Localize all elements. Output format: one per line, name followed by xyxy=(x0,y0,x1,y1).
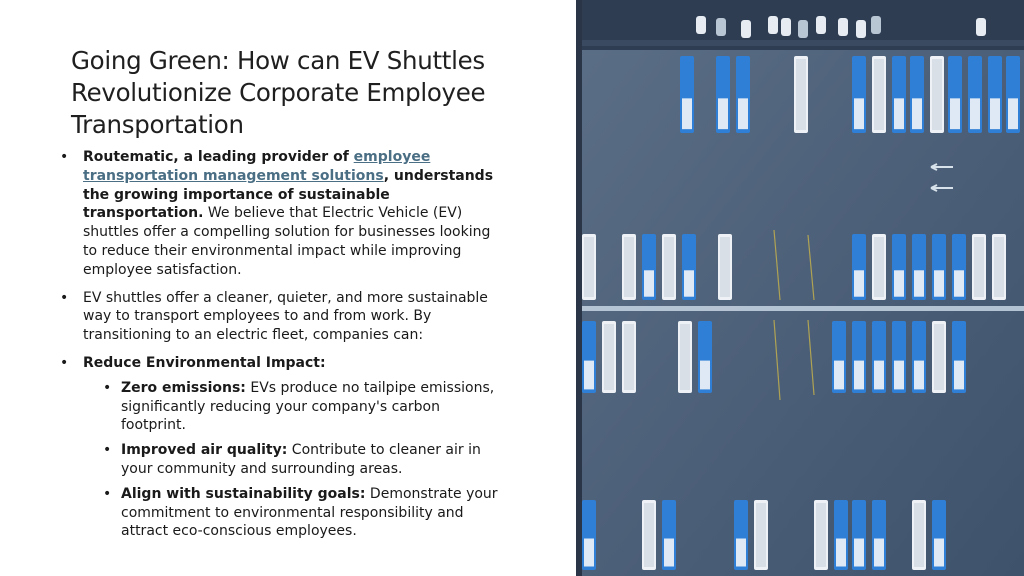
bus-roof xyxy=(990,98,1000,129)
intro-bold-b: , understands the growing importance of sustainable transportation. xyxy=(83,167,494,222)
slide-title: Going Green: How can EV Shuttles Revolutionize Corporate Employee Transportation xyxy=(71,46,486,139)
sub-bullet-label: Align with sustainability goals: xyxy=(121,485,366,502)
bus-roof xyxy=(932,59,942,130)
bus-roof xyxy=(1008,98,1018,129)
bus-roof xyxy=(934,270,944,296)
bus-roof xyxy=(874,539,884,567)
bus-roof xyxy=(584,539,594,567)
sub-bullet-label: Zero emissions: xyxy=(121,379,246,396)
car xyxy=(816,16,826,34)
car xyxy=(976,18,986,36)
slide-body xyxy=(60,148,500,550)
bus-roof xyxy=(624,324,634,390)
sub-bullet-zero-emissions xyxy=(103,379,500,435)
bus-roof xyxy=(736,539,746,567)
bus-roof xyxy=(912,98,922,129)
bus-roof xyxy=(874,361,884,390)
bus-roof xyxy=(854,361,864,390)
bus-roof xyxy=(604,324,614,390)
bus-roof xyxy=(950,98,960,129)
sub-bullet-air-quality xyxy=(103,441,500,479)
bus-roof xyxy=(624,237,634,297)
bus-roof xyxy=(718,98,728,129)
bus-roof xyxy=(894,98,904,129)
bus-roof xyxy=(680,324,690,390)
bus-roof xyxy=(584,361,594,390)
bus-roof xyxy=(914,503,924,567)
bus-roof xyxy=(874,237,884,297)
employee-transport-link[interactable]: employee transportation management solutions xyxy=(83,149,431,184)
bus-roof xyxy=(954,270,964,296)
bus-roof xyxy=(854,270,864,296)
bus-roof xyxy=(756,503,766,567)
bus-roof xyxy=(874,59,884,130)
bus-roof xyxy=(644,503,654,567)
bullet-ev-shuttles: • EV shuttles offer a cleaner, quieter, and more sustainable way to transport employees to and from work. By transitioning to an electric fleet, companies can: xyxy=(60,289,500,345)
bus-roof xyxy=(914,361,924,390)
bus-roof xyxy=(684,270,694,296)
car xyxy=(871,16,881,34)
bus-roof xyxy=(934,539,944,567)
bus-roof xyxy=(738,98,748,129)
sub-bullet-list xyxy=(83,379,500,541)
bus-roof xyxy=(914,270,924,296)
car xyxy=(696,16,706,34)
sub-bullet-text: EVs produce no tailpipe emissions, significantly reducing your company's carbon footprint. xyxy=(121,379,495,434)
intro-bold-a: Routematic, a leading provider of xyxy=(83,149,354,165)
bus-roof xyxy=(854,539,864,567)
bus-roof xyxy=(994,237,1004,297)
car xyxy=(781,18,791,36)
sub-bullet-label: Improved air quality: xyxy=(121,442,288,459)
bus-parking-photo xyxy=(576,0,1024,576)
bus-roof xyxy=(644,270,654,296)
bus-roof xyxy=(854,98,864,129)
reduce-impact-heading: Reduce Environmental Impact: xyxy=(83,354,326,371)
bus-roof xyxy=(894,270,904,296)
car xyxy=(768,16,778,34)
car xyxy=(838,18,848,36)
car xyxy=(741,20,751,38)
bus-roof xyxy=(664,237,674,297)
bus-roof xyxy=(664,539,674,567)
bus-roof xyxy=(970,98,980,129)
bus-roof xyxy=(796,59,806,130)
car xyxy=(798,20,808,38)
bullet-list xyxy=(60,148,500,541)
bus-roof xyxy=(954,361,964,390)
bus-roof xyxy=(720,237,730,297)
bus-roof xyxy=(894,361,904,390)
bullet-intro xyxy=(60,148,500,280)
bullet-reduce-impact xyxy=(60,354,500,541)
car xyxy=(856,20,866,38)
bus-roof xyxy=(584,237,594,297)
bus-roof xyxy=(934,324,944,390)
sub-bullet-text: Demonstrate your commitment to environmental responsibility and attract eco-conscious employees. xyxy=(121,485,498,540)
bus-roof xyxy=(682,98,692,129)
bus-roof xyxy=(834,361,844,390)
sub-bullet-text: Contribute to cleaner air in your community and surrounding areas. xyxy=(121,442,481,477)
bus-roof xyxy=(974,237,984,297)
intro-rest: We believe that Electric Vehicle (EV) shuttles offer a compelling solution for businesses looking to reduce their environmental impact while improving employee satisfaction. xyxy=(83,205,491,278)
bus-roof xyxy=(816,503,826,567)
bus-roof xyxy=(836,539,846,567)
bus-roof xyxy=(700,361,710,390)
sub-bullet-sustainability xyxy=(103,485,500,541)
car xyxy=(716,18,726,36)
